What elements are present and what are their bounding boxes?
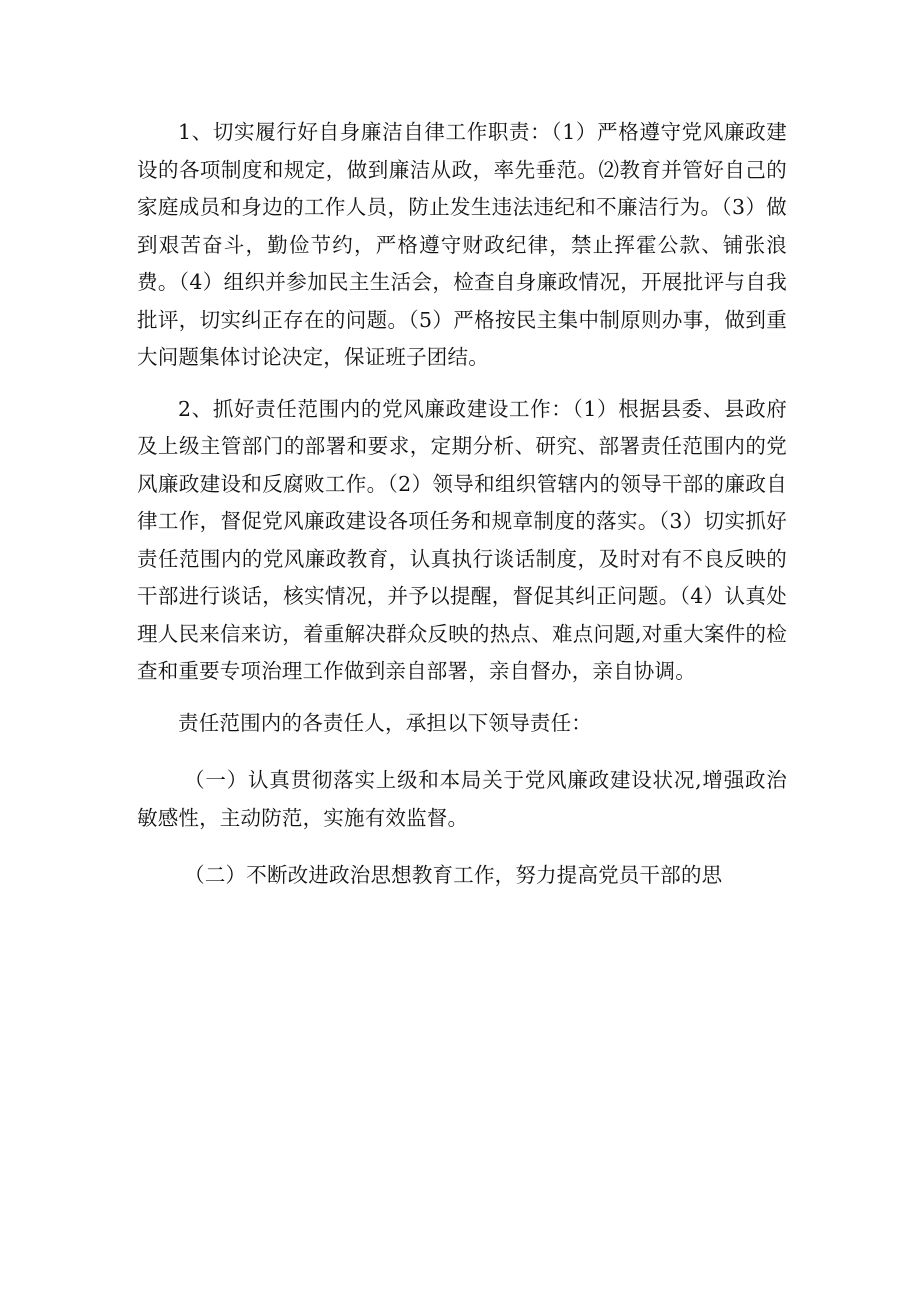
document-page [137, 114, 787, 895]
paragraph-leadership-intro: 责任范围内的各责任人，承担以下领导责任： [178, 710, 592, 735]
paragraph-item-one: （一）认真贯彻落实上级和本局关于党风廉政建设状况,增强政治敏感性，主动防范，实施有效监督。 [137, 768, 787, 830]
paragraph-self-discipline: 1、切实履行好自身廉洁自律工作职责：（1）严格遵守党风廉政建设的各项制度和规定，做到廉洁从政，率先垂范。⑵教育并管好自己的家庭成员和身边的工作人员，防止发生违法违纪和不廉洁行为。（3）做到艰苦奋斗，勤俭节约，严格遵守财政纪律，禁止挥霍公款、铺张浪费。（4）组织并参加民主生活会，检查自身廉政情况，开展批评与自我批评，切实纠正存在的问题。（5）严格按民主集中制原则办事，做到重大问题集体讨论决定，保证班子团结。 [137, 120, 787, 369]
paragraph-responsibility-scope: 2、抓好责任范围内的党风廉政建设工作：（1）根据县委、县政府及上级主管部门的部署和要求，定期分析、研究、部署责任范围内的党风廉政建设和反腐败工作。（2）领导和组织管辖内的领导干部的廉政自律工作，督促党风廉政建设各项任务和规章制度的落实。（3）切实抓好责任范围内的党风廉政教育，认真执行谈话制度，及时对有不良反映的干部进行谈话，核实情况，并予以提醒，督促其纠正问题。（4）认真处理人民来信来访，着重解决群众反映的热点、难点问题,对重大案件的检查和重要专项治理工作做到亲自部署，亲自督办，亲自协调。 [137, 396, 787, 683]
paragraph-item-two: （二）不断改进政治思想教育工作，努力提高党员干部的思 [184, 863, 723, 887]
